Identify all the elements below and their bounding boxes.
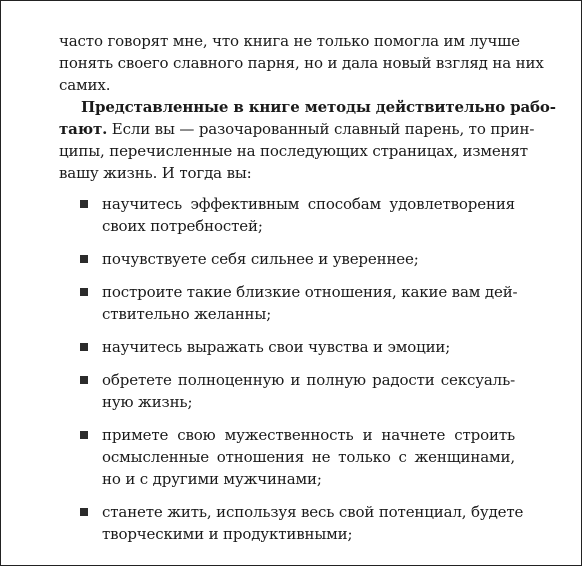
square-bullet-icon	[80, 255, 88, 263]
square-bullet-icon	[80, 376, 88, 384]
text-line: ствительно желанны;	[102, 305, 272, 323]
intro-paragraph	[59, 30, 544, 96]
text-fragment: Если вы — разочарованный славный парень, то прин-	[107, 120, 535, 138]
text-line	[59, 96, 556, 118]
text-line: ную жизнь;	[102, 393, 193, 411]
list-item	[59, 336, 515, 358]
list-item	[59, 248, 515, 270]
methods-paragraph	[59, 96, 556, 184]
text-line	[59, 118, 535, 140]
benefits-list	[59, 193, 524, 545]
bold-text: Представленные в книге методы действительно рабо-	[81, 98, 556, 116]
list-item	[59, 424, 515, 490]
text-line: осмысленные отношения не только с женщинами,	[102, 448, 515, 466]
text-line: творческими и продуктивными;	[102, 525, 353, 543]
text-line: самих.	[59, 76, 111, 94]
square-bullet-icon	[80, 508, 88, 516]
text-line: вашу жизнь. И тогда вы:	[59, 164, 252, 182]
text-line: примете свою мужественность и начнете строить	[102, 426, 515, 444]
list-item	[59, 193, 515, 237]
text-line: станете жить, используя весь свой потенциал, будете	[102, 503, 524, 521]
text-line: обретете полноценную и полную радости сексуаль-	[102, 371, 515, 389]
square-bullet-icon	[80, 431, 88, 439]
text-line: научитесь эффективным способам удовлетворения	[102, 195, 515, 213]
text-line: научитесь выражать свои чувства и эмоции;	[102, 338, 451, 356]
text-line: часто говорят мне, что книга не только помогла им лучше	[59, 32, 520, 50]
page-text	[59, 30, 556, 556]
square-bullet-icon	[80, 343, 88, 351]
text-line: ципы, перечисленные на последующих страницах, изменят	[59, 142, 528, 160]
text-line: понять своего славного парня, но и дала новый взгляд на них	[59, 54, 544, 72]
list-item	[59, 501, 524, 545]
text-line: но и с другими мужчинами;	[102, 470, 322, 488]
list-item	[59, 369, 515, 413]
text-line: почувствуете себя сильнее и увереннее;	[102, 250, 419, 268]
square-bullet-icon	[80, 288, 88, 296]
list-item	[59, 281, 518, 325]
bold-text: тают.	[59, 120, 108, 138]
text-line: своих потребностей;	[102, 217, 263, 235]
text-line: построите такие близкие отношения, какие вам дей-	[102, 283, 518, 301]
square-bullet-icon	[80, 200, 88, 208]
